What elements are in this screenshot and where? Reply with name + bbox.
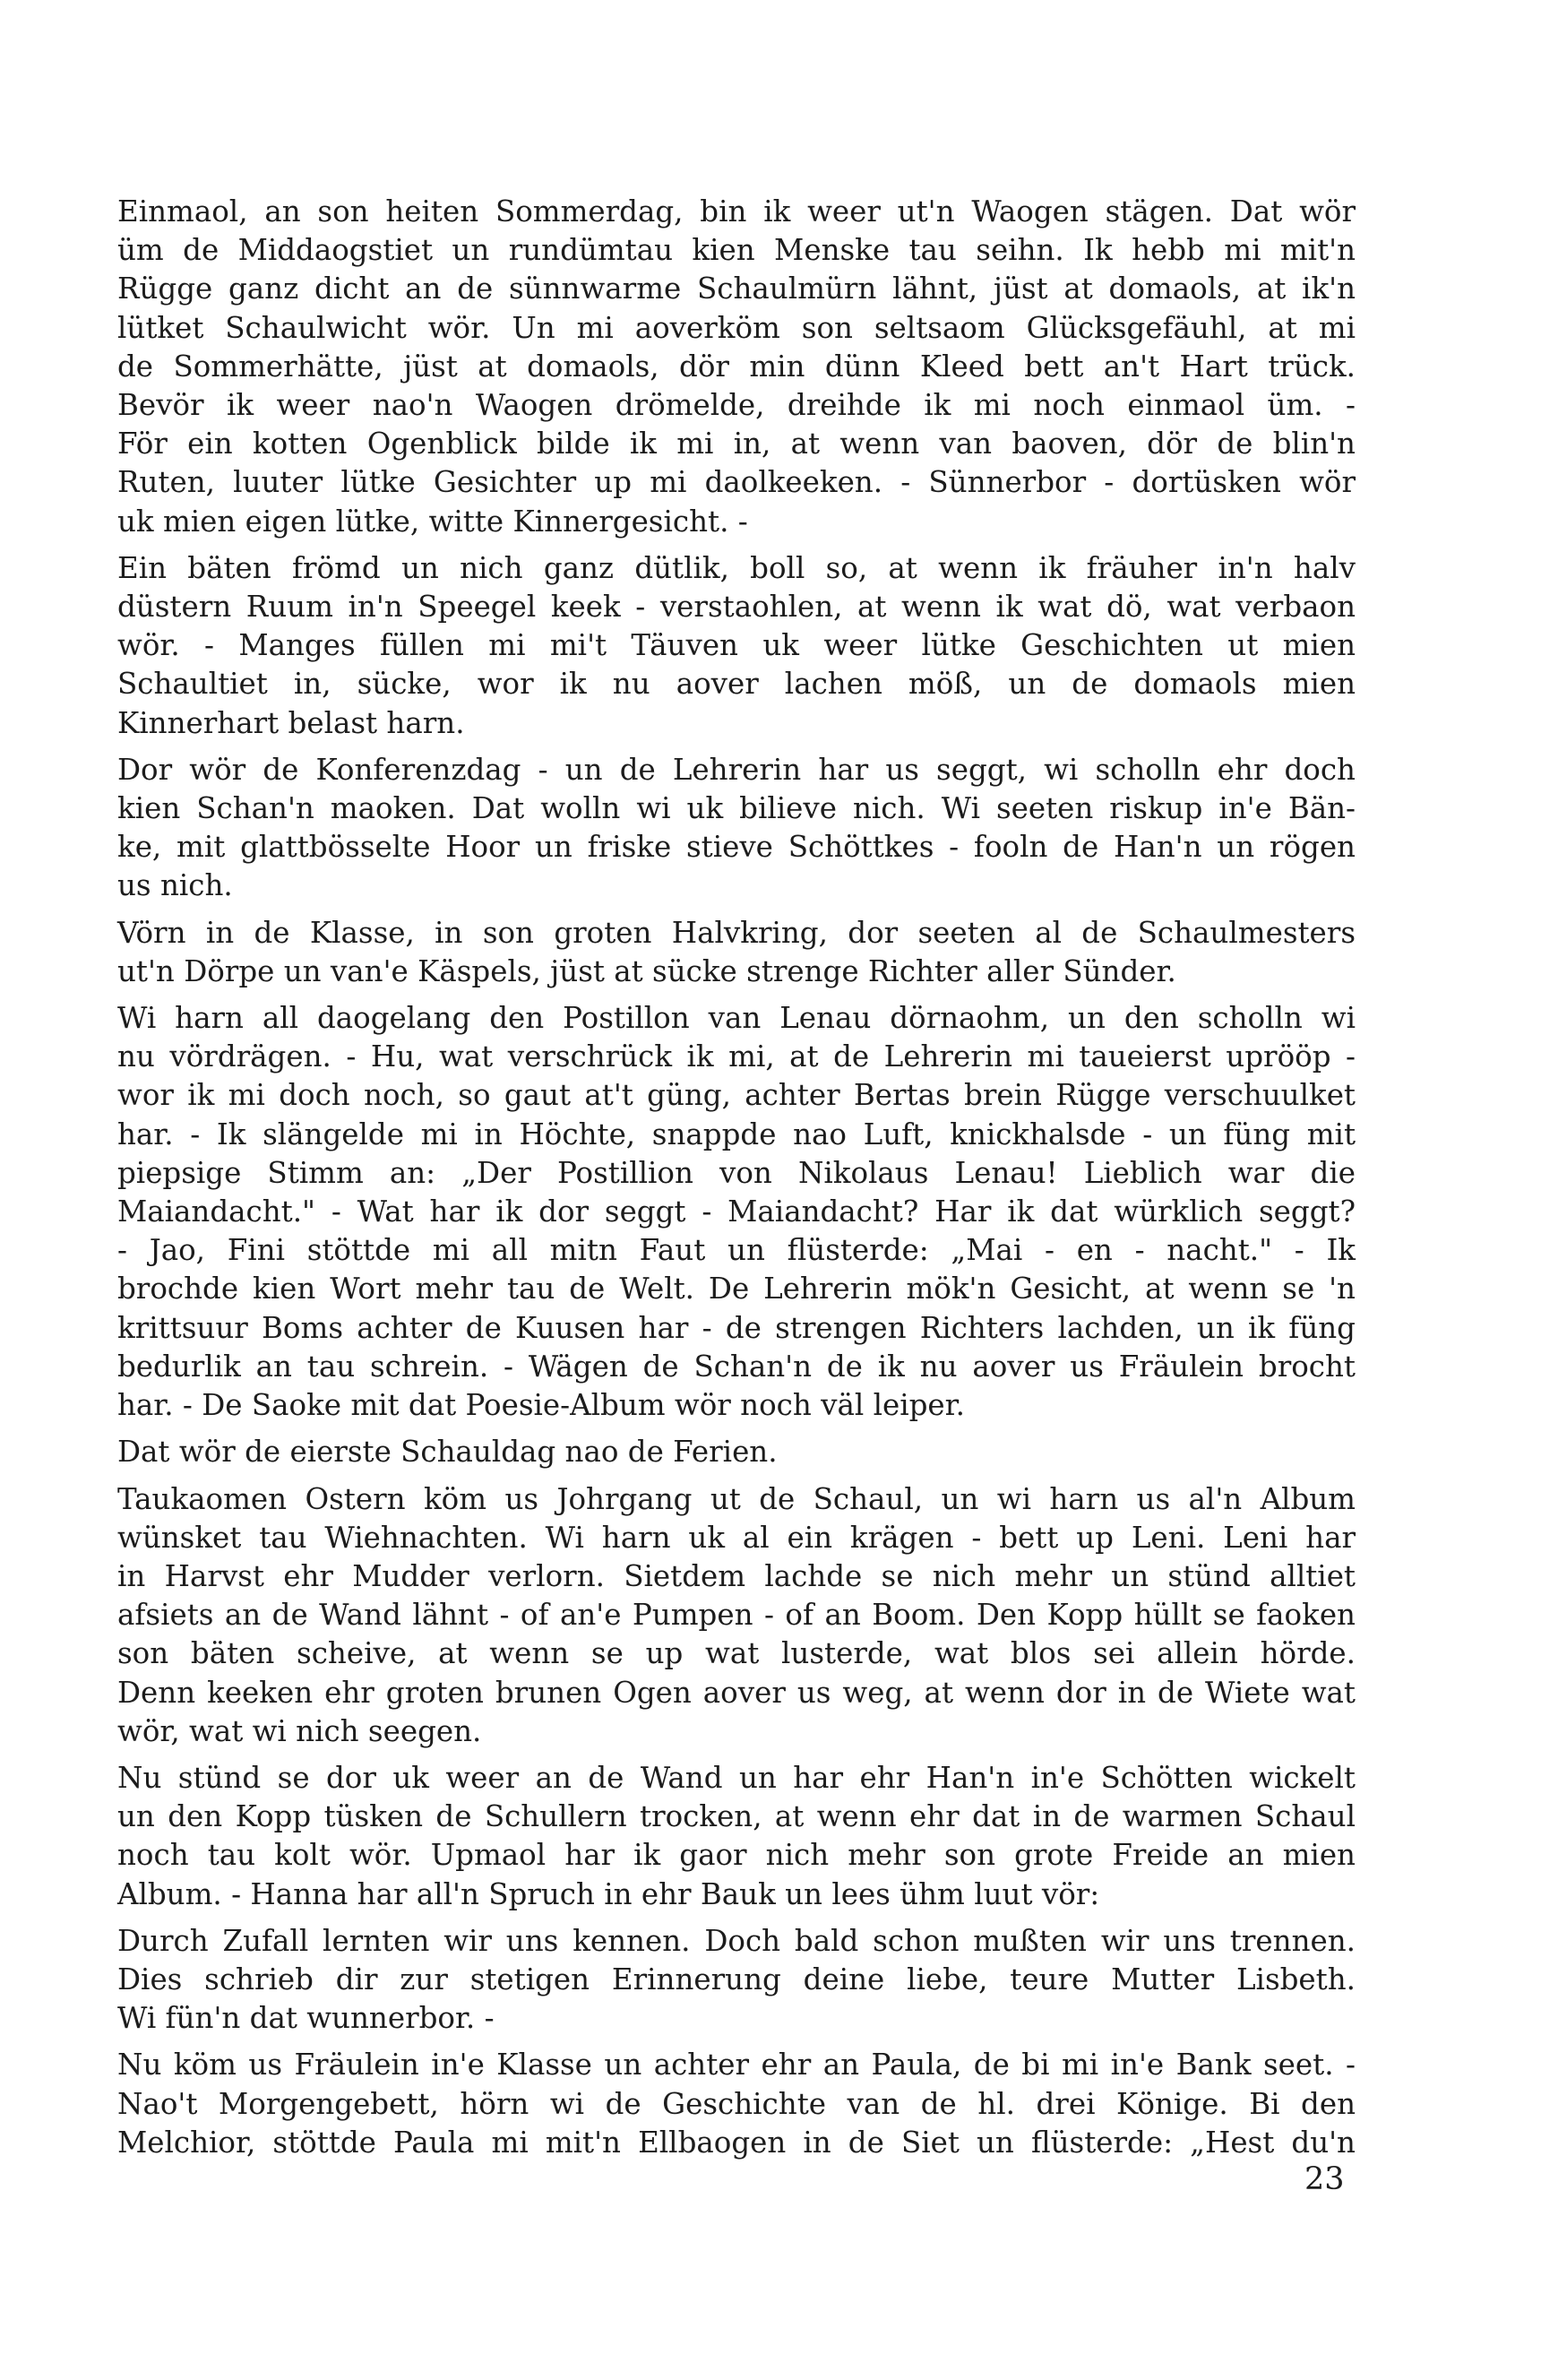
text-line: Vörn in de Klasse, in son groten Halvkring, dor seeten al de Schaulmesters	[117, 915, 1356, 950]
text-line: brochde kien Wort mehr tau de Welt. De Lehrerin mök'n Gesicht, at wenn se 'n	[117, 1272, 1356, 1306]
text-line: nu vördrägen. - Hu, wat verschrück ik mi, at de Lehrerin mi taueierst uprööp -	[117, 1039, 1356, 1074]
paragraph	[117, 1759, 1356, 1914]
text-line: lütket Schaulwicht wör. Un mi aoverköm son seltsaom Glücksgefäuhl, at mi	[117, 310, 1356, 345]
paragraph	[117, 193, 1356, 541]
text-line: de Sommerhätte, jüst at domaols, dör min dünn Kleed bett an't Hart trück.	[117, 349, 1356, 384]
text-line: ut'n Dörpe un van'e Käspels, jüst at sücke strenge Richter aller Sünder.	[117, 953, 1176, 988]
text-line: Taukaomen Ostern köm us Johrgang ut de Schaul, un wi harn us al'n Album	[117, 1481, 1356, 1516]
text-line: piepsige Stimm an: „Der Postillion von Nikolaus Lenau! Lieblich war die	[117, 1155, 1356, 1190]
paragraph	[117, 1433, 1356, 1471]
text-line: Nu köm us Fräulein in'e Klasse un achter ehr an Paula, de bi mi in'e Bank seet. -	[117, 2048, 1356, 2082]
text-line: wünsket tau Wiehnachten. Wi harn uk al ein krägen - bett up Leni. Leni har	[117, 1520, 1356, 1555]
text-line: Melchior, stöttde Paula mi mit'n Ellbaogen in de Siet un flüsterde: „Hest du'n	[117, 2125, 1356, 2160]
text-line: wör. - Manges füllen mi mi't Täuven uk weer lütke Geschichten ut mien	[117, 628, 1356, 663]
paragraph	[117, 999, 1356, 1425]
text-line: Kinnerhart belast harn.	[117, 705, 465, 740]
text-line: Nu stünd se dor uk weer an de Wand un har ehr Han'n in'e Schötten wickelt	[117, 1760, 1356, 1795]
text-line: Nao't Morgengebett, hörn wi de Geschichte van de hl. drei Könige. Bi den	[117, 2086, 1356, 2121]
paragraph	[117, 549, 1356, 743]
text-line: wor ik mi doch noch, so gaut at't güng, achter Bertas brein Rügge verschuulket	[117, 1078, 1356, 1113]
text-line: Album. - Hanna har all'n Spruch in ehr Bauk un lees ühm luut vör:	[117, 1876, 1100, 1911]
text-line: afsiets an de Wand lähnt - of an'e Pumpen - of an Boom. Den Kopp hüllt se faoken	[117, 1598, 1356, 1633]
text-line: har. - Ik slängelde mi in Höchte, snappde nao Luft, knickhalsde - un füng mit	[117, 1117, 1356, 1151]
text-line: Dat wör de eierste Schauldag nao de Ferien.	[117, 1435, 778, 1470]
body-text	[117, 193, 1356, 2170]
text-line: düstern Ruum in'n Speegel keek - verstaohlen, at wenn ik wat dö, wat verbaon	[117, 590, 1356, 625]
text-line: Ruten, luuter lütke Gesichter up mi daolkeeken. - Sünnerbor - dortüsken wör	[117, 465, 1356, 500]
paragraph	[117, 1480, 1356, 1751]
text-line: Wi harn all daogelang den Postillon van Lenau dörnaohm, un den scholln wi	[117, 1001, 1356, 1036]
text-line: wör, wat wi nich seegen.	[117, 1713, 482, 1748]
text-line: Dor wör de Konferenzdag - un de Lehrerin har us seggt, wi scholln ehr doch	[117, 752, 1356, 787]
text-line: För ein kotten Ogenblick bilde ik mi in, at wenn van baoven, dör de blin'n	[117, 427, 1356, 461]
text-line: ke, mit glattbösselte Hoor un friske stieve Schöttkes - fooln de Han'n un rögen	[117, 830, 1356, 865]
text-line: bedurlik an tau schrein. - Wägen de Schan'n de ik nu aover us Fräulein brocht	[117, 1349, 1356, 1384]
text-line: üm de Middaogstiet un rundümtau kien Menske tau seihn. Ik hebb mi mit'n	[117, 233, 1356, 268]
paragraph	[117, 914, 1356, 991]
paragraph	[117, 751, 1356, 906]
paragraph	[117, 2046, 1356, 2162]
paragraph	[117, 1922, 1356, 2039]
text-line: Einmaol, an son heiten Sommerdag, bin ik weer ut'n Waogen stägen. Dat wör	[117, 194, 1356, 229]
text-line: Rügge ganz dicht an de sünnwarme Schaulmürn lähnt, jüst at domaols, at ik'n	[117, 272, 1356, 306]
text-line: har. - De Saoke mit dat Poesie-Album wör noch väl leiper.	[117, 1388, 965, 1423]
text-line: un den Kopp tüsken de Schullern trocken, at wenn ehr dat in de warmen Schaul	[117, 1799, 1356, 1834]
text-line: noch tau kolt wör. Upmaol har ik gaor nich mehr son grote Freide an mien	[117, 1838, 1356, 1873]
text-line: Bevör ik weer nao'n Waogen drömelde, dreihde ik mi noch einmaol üm. -	[117, 388, 1356, 423]
text-line: kien Schan'n maoken. Dat wolln wi uk bilieve nich. Wi seeten riskup in'e Bän-	[117, 791, 1356, 826]
text-line: Schaultiet in, sücke, wor ik nu aover lachen möß, un de domaols mien	[117, 667, 1356, 702]
text-line: Dies schrieb dir zur stetigen Erinnerung deine liebe, teure Mutter Lisbeth.	[117, 1962, 1356, 1996]
text-line: Maiandacht." - Wat har ik dor seggt - Maiandacht? Har ik dat würklich seggt?	[117, 1194, 1356, 1229]
text-line: Durch Zufall lernten wir uns kennen. Doch bald schon mußten wir uns trennen.	[117, 1923, 1356, 1958]
text-line: Ein bäten frömd un nich ganz dütlik, boll so, at wenn ik fräuher in'n halv	[117, 550, 1356, 585]
text-line: uk mien eigen lütke, witte Kinnergesicht. -	[117, 504, 748, 539]
text-line: us nich.	[117, 868, 233, 903]
page-number: 23	[1304, 2161, 1345, 2197]
text-line: son bäten scheive, at wenn se up wat lusterde, wat blos sei allein hörde.	[117, 1636, 1356, 1671]
text-line: Denn keeken ehr groten brunen Ogen aover us weg, at wenn dor in de Wiete wat	[117, 1675, 1356, 1710]
text-line: krittsuur Boms achter de Kuusen har - de strengen Richters lachden, un ik füng	[117, 1310, 1356, 1345]
text-line: - Jao, Fini stöttde mi all mitn Faut un flüsterde: „Mai - en - nacht." - Ik	[117, 1233, 1356, 1268]
text-line: Wi fün'n dat wunnerbor. -	[117, 2001, 495, 2036]
text-line: in Harvst ehr Mudder verlorn. Sietdem lachde se nich mehr un stünd alltiet	[117, 1558, 1356, 1593]
